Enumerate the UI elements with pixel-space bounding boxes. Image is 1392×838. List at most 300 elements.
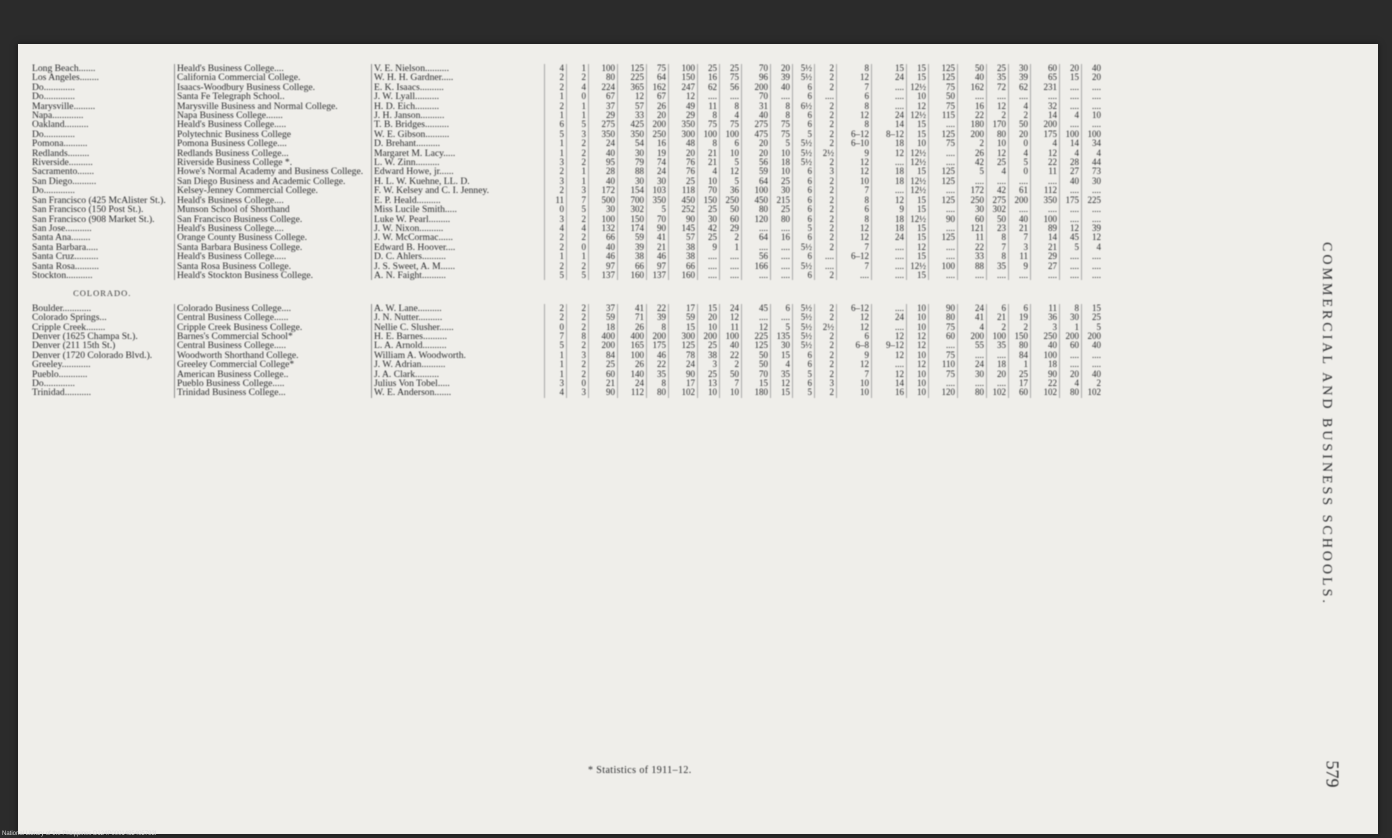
- stat-cell: 125: [929, 196, 958, 205]
- stat-cell: 10: [698, 388, 720, 397]
- stat-cell: 21: [987, 313, 1009, 322]
- stat-cell: 22: [720, 351, 742, 360]
- stat-cell: ....: [987, 92, 1009, 101]
- table-row: [30, 120, 1103, 129]
- stat-cell: 10: [837, 388, 872, 397]
- stat-cell: 12½: [907, 149, 929, 158]
- stat-cell: ....: [987, 271, 1009, 280]
- stat-cell: 75: [929, 102, 958, 111]
- table-row: [30, 158, 1103, 167]
- stat-cell: 15: [907, 205, 929, 214]
- stat-cell: ....: [1060, 351, 1082, 360]
- stat-cell: 180: [958, 120, 987, 129]
- stat-cell: 10: [907, 313, 929, 322]
- school-cell: Heald's Business College.....: [175, 120, 372, 129]
- stat-cell: 24: [872, 313, 907, 322]
- stat-cell: 24: [720, 304, 742, 313]
- stat-cell: 73: [1082, 167, 1104, 176]
- stat-cell: 5: [720, 177, 742, 186]
- stat-cell: ....: [698, 262, 720, 271]
- head-cell: Edward B. Hoover....: [372, 243, 545, 252]
- stat-cell: 112: [1031, 186, 1060, 195]
- stat-cell: ....: [815, 262, 837, 271]
- stat-cell: 2: [815, 64, 837, 73]
- stat-cell: 7: [1009, 233, 1031, 242]
- stat-cell: 75: [929, 351, 958, 360]
- stat-cell: 32: [1031, 102, 1060, 111]
- table-row: [30, 205, 1103, 214]
- stat-cell: 11: [1009, 252, 1031, 261]
- stat-cell: ....: [958, 351, 987, 360]
- stat-cell: 3: [567, 351, 589, 360]
- stat-cell: 24: [872, 111, 907, 120]
- table-row: [30, 149, 1103, 158]
- stat-cell: 12: [837, 73, 872, 82]
- school-cell: Redlands Business College...: [175, 149, 372, 158]
- head-cell: H. E. Barnes..........: [372, 332, 545, 341]
- stat-cell: 20: [771, 64, 793, 73]
- stat-cell: 9: [1009, 262, 1031, 271]
- stat-cell: 200: [958, 332, 987, 341]
- stat-cell: 26: [618, 360, 647, 369]
- stat-cell: 2½: [815, 323, 837, 332]
- stat-cell: 80: [771, 215, 793, 224]
- stat-cell: 35: [987, 262, 1009, 271]
- stat-cell: 95: [589, 158, 618, 167]
- stat-cell: 59: [669, 313, 698, 322]
- stat-cell: ....: [872, 92, 907, 101]
- school-cell: Munson School of Shorthand: [175, 205, 372, 214]
- head-cell: Edward Howe, jr......: [372, 167, 545, 176]
- stat-cell: 12: [618, 92, 647, 101]
- stat-cell: 18: [872, 215, 907, 224]
- stat-cell: ....: [1060, 360, 1082, 369]
- stat-cell: 30: [771, 186, 793, 195]
- stat-cell: ....: [815, 92, 837, 101]
- stat-cell: 40: [1060, 177, 1082, 186]
- stat-cell: 0: [1009, 139, 1031, 148]
- place-cell: Redlands.........: [32, 148, 90, 159]
- stat-cell: 275: [589, 120, 618, 129]
- stat-cell: 15: [907, 120, 929, 129]
- stat-cell: ....: [958, 379, 987, 388]
- stat-cell: 25: [771, 205, 793, 214]
- stat-cell: 33: [958, 252, 987, 261]
- table-row: [30, 130, 1103, 139]
- stat-cell: 6: [837, 332, 872, 341]
- stat-cell: 6: [793, 186, 815, 195]
- stat-cell: 41: [647, 233, 669, 242]
- table-row: [30, 379, 1103, 388]
- stat-cell: 4: [545, 64, 567, 73]
- stat-cell: 24: [958, 304, 987, 313]
- stat-cell: 72: [987, 83, 1009, 92]
- place-cell: San Diego..........: [32, 176, 97, 187]
- stat-cell: 8–12: [872, 130, 907, 139]
- stat-cell: 12: [872, 370, 907, 379]
- stat-cell: 8: [837, 102, 872, 111]
- stat-cell: 12: [907, 341, 929, 350]
- stat-cell: 175: [1060, 196, 1082, 205]
- stat-cell: 4: [567, 224, 589, 233]
- table-row: [30, 167, 1103, 176]
- stat-cell: 6: [837, 92, 872, 101]
- stat-cell: ....: [698, 271, 720, 280]
- stat-cell: 8: [771, 102, 793, 111]
- head-cell: A. N. Faight..........: [372, 271, 545, 280]
- stat-cell: ....: [987, 379, 1009, 388]
- stat-cell: 15: [771, 388, 793, 397]
- stat-cell: ....: [720, 262, 742, 271]
- stat-cell: 12: [837, 224, 872, 233]
- stat-cell: 2: [815, 370, 837, 379]
- stat-cell: 2: [815, 120, 837, 129]
- stat-cell: 102: [987, 388, 1009, 397]
- stat-cell: 174: [618, 224, 647, 233]
- stat-cell: 25: [987, 158, 1009, 167]
- stat-cell: 2: [815, 271, 837, 280]
- school-cell: Howe's Normal Academy and Business College.: [175, 167, 372, 176]
- stat-cell: 24: [669, 360, 698, 369]
- stat-cell: 132: [589, 224, 618, 233]
- stat-cell: 66: [618, 262, 647, 271]
- stat-cell: 23: [987, 224, 1009, 233]
- stat-cell: 365: [618, 83, 647, 92]
- stat-cell: 5½: [793, 139, 815, 148]
- stat-cell: 90: [589, 388, 618, 397]
- stat-cell: ....: [1060, 120, 1082, 129]
- stat-cell: 3: [815, 167, 837, 176]
- stat-cell: 6–8: [837, 341, 872, 350]
- table-row: [30, 243, 1103, 252]
- stat-cell: 2: [815, 360, 837, 369]
- stat-cell: 4: [545, 224, 567, 233]
- stat-cell: ....: [929, 252, 958, 261]
- stat-cell: 172: [589, 186, 618, 195]
- stat-cell: 30: [958, 205, 987, 214]
- stat-cell: 75: [720, 73, 742, 82]
- place-cell: Sacramento.......: [32, 167, 95, 177]
- stat-cell: 20: [1060, 370, 1082, 379]
- stat-cell: 18: [872, 139, 907, 148]
- stat-cell: 2: [720, 360, 742, 369]
- stat-cell: 3: [815, 379, 837, 388]
- stat-cell: 90: [669, 215, 698, 224]
- stat-cell: 12: [837, 233, 872, 242]
- stat-cell: 64: [647, 73, 669, 82]
- stat-cell: 12: [1060, 224, 1082, 233]
- table-row: [30, 233, 1103, 242]
- school-cell: Central Business College.....: [175, 341, 372, 350]
- stat-cell: 2: [567, 233, 589, 242]
- stat-cell: 125: [929, 130, 958, 139]
- stat-cell: 36: [1031, 313, 1060, 322]
- stat-cell: 15: [698, 304, 720, 313]
- stat-cell: 1: [567, 177, 589, 186]
- stat-cell: 2½: [815, 149, 837, 158]
- stat-cell: 59: [742, 167, 771, 176]
- stat-cell: 160: [618, 271, 647, 280]
- stat-cell: 5: [1060, 243, 1082, 252]
- stat-cell: 2: [815, 186, 837, 195]
- stat-cell: 6: [793, 271, 815, 280]
- stat-cell: 4: [771, 360, 793, 369]
- stat-cell: 55: [958, 341, 987, 350]
- stat-cell: 16: [771, 233, 793, 242]
- stat-cell: 9: [837, 149, 872, 158]
- head-cell: J. N. Nutter..........: [372, 313, 545, 322]
- stat-cell: 42: [987, 186, 1009, 195]
- stat-cell: 2: [545, 167, 567, 176]
- stat-cell: 8: [647, 323, 669, 332]
- stat-cell: 24: [872, 73, 907, 82]
- stat-cell: 100: [1060, 130, 1082, 139]
- stat-cell: 29: [589, 111, 618, 120]
- stat-cell: 100: [589, 64, 618, 73]
- stat-cell: 15: [1082, 304, 1104, 313]
- stat-cell: 12: [907, 243, 929, 252]
- stat-cell: 12½: [907, 262, 929, 271]
- document-page: [18, 44, 1378, 834]
- stat-cell: 125: [929, 233, 958, 242]
- stat-cell: 4: [1060, 149, 1082, 158]
- stat-cell: 100: [929, 262, 958, 271]
- stat-cell: 6–10: [837, 139, 872, 148]
- school-cell: Napa Business College.......: [175, 111, 372, 120]
- stat-cell: 2: [567, 158, 589, 167]
- stat-cell: 17: [669, 304, 698, 313]
- stat-cell: ....: [1082, 83, 1104, 92]
- stat-cell: 5½: [793, 64, 815, 73]
- head-cell: L. W. Zinn..........: [372, 158, 545, 167]
- stat-cell: 22: [958, 243, 987, 252]
- stat-cell: ....: [1031, 92, 1060, 101]
- stat-cell: 25: [1082, 313, 1104, 322]
- stat-cell: 12: [987, 102, 1009, 111]
- stat-cell: 18: [872, 177, 907, 186]
- stat-cell: 19: [647, 149, 669, 158]
- stat-cell: ....: [872, 360, 907, 369]
- stat-cell: 36: [720, 186, 742, 195]
- stat-cell: 10: [720, 149, 742, 158]
- stat-cell: 30: [647, 177, 669, 186]
- stat-cell: 75: [929, 83, 958, 92]
- stat-cell: 3: [567, 130, 589, 139]
- stat-cell: 11: [1031, 304, 1060, 313]
- stat-cell: 200: [742, 83, 771, 92]
- stat-cell: 8: [837, 196, 872, 205]
- stat-cell: 12: [872, 149, 907, 158]
- stat-cell: 125: [618, 64, 647, 73]
- stat-cell: ....: [872, 83, 907, 92]
- place-cell: San Francisco (425 McAlister St.).: [32, 195, 166, 206]
- stat-cell: ....: [872, 102, 907, 111]
- stat-cell: 12: [837, 167, 872, 176]
- stat-cell: 8: [837, 215, 872, 224]
- stat-cell: 40: [1082, 64, 1104, 73]
- stat-cell: 38: [618, 252, 647, 261]
- stat-cell: 80: [647, 388, 669, 397]
- school-cell: Pomona Business College....: [175, 139, 372, 148]
- stat-cell: 4: [987, 167, 1009, 176]
- stat-cell: 60: [1031, 64, 1060, 73]
- stat-cell: 25: [698, 370, 720, 379]
- stat-cell: 250: [720, 196, 742, 205]
- stat-cell: 2: [545, 83, 567, 92]
- stat-cell: 5: [545, 271, 567, 280]
- school-cell: Woodworth Shorthand College.: [175, 351, 372, 360]
- stat-cell: 350: [618, 130, 647, 139]
- stat-cell: 350: [647, 196, 669, 205]
- stat-cell: 225: [1082, 196, 1104, 205]
- stat-cell: ....: [742, 224, 771, 233]
- stat-cell: 90: [1031, 370, 1060, 379]
- stat-cell: 12: [771, 379, 793, 388]
- stat-cell: 26: [618, 323, 647, 332]
- stat-cell: 6½: [793, 102, 815, 111]
- stat-cell: ....: [1082, 262, 1104, 271]
- stat-cell: 38: [669, 252, 698, 261]
- table-row: [30, 224, 1103, 233]
- stat-cell: ....: [1060, 205, 1082, 214]
- stat-cell: 250: [958, 196, 987, 205]
- school-cell: Isaacs-Woodbury Business College.: [175, 83, 372, 92]
- stat-cell: 5½: [793, 243, 815, 252]
- stat-cell: 45: [742, 304, 771, 313]
- stat-cell: ....: [929, 149, 958, 158]
- stat-cell: 21: [698, 158, 720, 167]
- school-cell: Trinidad Business College...: [175, 388, 372, 397]
- stat-cell: 2: [567, 73, 589, 82]
- stat-cell: 1: [567, 252, 589, 261]
- stat-cell: 90: [647, 224, 669, 233]
- place-cell: Santa Barbara.....: [32, 242, 99, 253]
- place-cell: Greeley............: [32, 360, 91, 370]
- stat-cell: 16: [958, 102, 987, 111]
- stat-cell: 16: [872, 388, 907, 397]
- stat-cell: 50: [742, 351, 771, 360]
- stat-cell: 75: [929, 139, 958, 148]
- stat-cell: ....: [872, 262, 907, 271]
- stat-cell: 4: [1082, 243, 1104, 252]
- stat-cell: 0: [567, 92, 589, 101]
- stat-cell: 224: [589, 83, 618, 92]
- stat-cell: 4: [720, 111, 742, 120]
- school-cell: Santa Rosa Business College.: [175, 262, 372, 271]
- stat-cell: 40: [1082, 341, 1104, 350]
- stat-cell: 500: [589, 196, 618, 205]
- stat-cell: 70: [647, 215, 669, 224]
- stat-cell: 5: [567, 205, 589, 214]
- stat-cell: 64: [742, 177, 771, 186]
- stat-cell: 170: [987, 120, 1009, 129]
- table-row: [30, 92, 1103, 101]
- head-cell: L. A. Arnold..........: [372, 341, 545, 350]
- stat-cell: 12½: [907, 215, 929, 224]
- stat-cell: 96: [742, 73, 771, 82]
- head-cell: Margaret M. Lacy.....: [372, 149, 545, 158]
- stat-cell: 2: [545, 262, 567, 271]
- stat-cell: 4: [1031, 139, 1060, 148]
- stat-cell: 12: [872, 332, 907, 341]
- stat-cell: 84: [1009, 351, 1031, 360]
- stat-cell: 5: [793, 388, 815, 397]
- stat-cell: 15: [907, 252, 929, 261]
- head-cell: H. D. Eich..........: [372, 102, 545, 111]
- stat-cell: 4: [545, 388, 567, 397]
- stat-cell: 97: [589, 262, 618, 271]
- stat-cell: 475: [742, 130, 771, 139]
- stat-cell: 25: [771, 177, 793, 186]
- stat-cell: 200: [647, 332, 669, 341]
- stat-cell: 100: [618, 351, 647, 360]
- stat-cell: 120: [929, 388, 958, 397]
- stat-cell: 6–12: [837, 252, 872, 261]
- stat-cell: 5: [1082, 323, 1104, 332]
- stat-cell: 2: [815, 205, 837, 214]
- stat-cell: 6: [793, 177, 815, 186]
- stat-cell: 8: [987, 252, 1009, 261]
- stat-cell: 6: [793, 252, 815, 261]
- stat-cell: 125: [929, 177, 958, 186]
- stat-cell: 10: [698, 177, 720, 186]
- school-cell: Heald's Business College.....: [175, 252, 372, 261]
- stat-cell: 88: [618, 167, 647, 176]
- stat-cell: 2: [545, 233, 567, 242]
- stat-cell: 28: [1060, 158, 1082, 167]
- stat-cell: 62: [1009, 83, 1031, 92]
- stat-cell: 57: [618, 102, 647, 111]
- stat-cell: 140: [618, 370, 647, 379]
- stat-cell: 25: [720, 64, 742, 73]
- place-cell: Boulder............: [32, 303, 92, 314]
- stat-cell: 75: [929, 323, 958, 332]
- stat-cell: 70: [742, 92, 771, 101]
- stat-cell: 3: [545, 215, 567, 224]
- stat-cell: ....: [771, 92, 793, 101]
- stat-cell: ....: [1060, 262, 1082, 271]
- stat-cell: 80: [929, 313, 958, 322]
- stat-cell: 0: [567, 379, 589, 388]
- stat-cell: 6: [720, 139, 742, 148]
- stat-cell: 6: [793, 111, 815, 120]
- stat-cell: 200: [698, 332, 720, 341]
- school-cell: San Diego Business and Academic College.: [175, 177, 372, 186]
- table-row: [30, 271, 1103, 280]
- stat-cell: 2: [567, 313, 589, 322]
- stat-cell: 12: [1031, 149, 1060, 158]
- stat-cell: 1: [567, 167, 589, 176]
- head-cell: Nellie C. Slusher......: [372, 323, 545, 332]
- school-cell: Santa Fe Telegraph School..: [175, 92, 372, 101]
- stat-cell: 30: [1082, 177, 1104, 186]
- stat-cell: 112: [618, 388, 647, 397]
- stat-cell: ....: [771, 252, 793, 261]
- stat-cell: 300: [669, 332, 698, 341]
- stat-cell: 24: [872, 233, 907, 242]
- stat-cell: 75: [698, 120, 720, 129]
- stat-cell: 62: [698, 83, 720, 92]
- place-cell: San Francisco (150 Post St.).: [32, 205, 144, 215]
- head-cell: F. W. Kelsey and C. I. Jenney.: [372, 186, 545, 195]
- stat-cell: 46: [589, 252, 618, 261]
- stat-cell: 22: [958, 111, 987, 120]
- stat-cell: 56: [742, 252, 771, 261]
- stat-cell: 5: [793, 130, 815, 139]
- stat-cell: 10: [907, 323, 929, 332]
- stat-cell: 19: [1009, 313, 1031, 322]
- stat-cell: ....: [1031, 177, 1060, 186]
